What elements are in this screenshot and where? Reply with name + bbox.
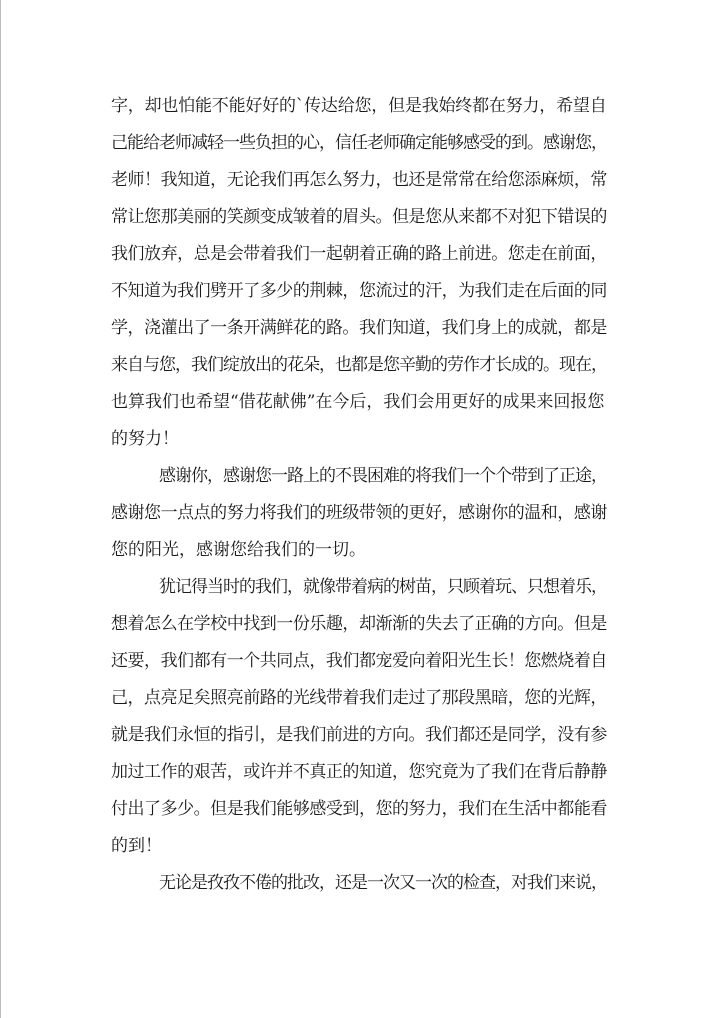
text-line: 来自与您，我们绽放出的花朵，也都是您辛勤的劳作才长成的。现在， bbox=[111, 355, 607, 375]
text-line: 付出了多少。但是我们能够感受到，您的努力，我们在生活中都能看 bbox=[111, 799, 607, 819]
text-line: 就是我们永恒的指引，是我们前进的方向。我们都还是同学，没有参 bbox=[111, 725, 607, 745]
text-line: 老师！我知道，无论我们再怎么努力，也还是常常在给您添麻烦，常 bbox=[111, 170, 607, 190]
text-line: 也算我们也希望“借花献佛”在今后，我们会用更好的成果来回报您 bbox=[111, 392, 605, 412]
page-left-border bbox=[0, 0, 1, 1018]
text-line: 感谢您一点点的努力将我们的班级带领的更好，感谢你的温和，感谢 bbox=[111, 503, 607, 523]
text-line: 还要，我们都有一个共同点，我们都宠爱向着阳光生长！您燃烧着自 bbox=[111, 651, 607, 671]
text-line: 字，却也怕能不能好好的`传达给您，但是我始终都在努力，希望自 bbox=[111, 96, 607, 116]
paragraph-p1 bbox=[111, 88, 607, 458]
text-line: 犹记得当时的我们，就像带着病的树苗，只顾着玩、只想着乐， bbox=[159, 577, 607, 597]
paragraph-p4 bbox=[111, 865, 607, 902]
text-line: 不知道为我们劈开了多少的荆棘，您流过的汗，为我们走在后面的同 bbox=[111, 281, 607, 301]
text-line: 我们放弃，总是会带着我们一起朝着正确的路上前进。您走在前面， bbox=[111, 244, 607, 264]
text-line: 的到！ bbox=[111, 836, 162, 856]
text-line: 感谢你，感谢您一路上的不畏困难的将我们一个个带到了正途， bbox=[159, 466, 607, 486]
text-line: 您的阳光，感谢您给我们的一切。 bbox=[111, 540, 366, 560]
document-body bbox=[111, 88, 607, 902]
text-line: 无论是孜孜不倦的批改，还是一次又一次的检查，对我们来说， bbox=[159, 873, 607, 893]
text-line: 想着怎么在学校中找到一份乐趣，却渐渐的失去了正确的方向。但是 bbox=[111, 614, 607, 634]
text-line: 的努力！ bbox=[111, 429, 179, 449]
text-line: 己，点亮足矣照亮前路的光线带着我们走过了那段黑暗，您的光辉， bbox=[111, 688, 607, 708]
paragraph-p2 bbox=[111, 458, 607, 569]
paragraph-p3 bbox=[111, 569, 607, 865]
text-line: 常让您那美丽的笑颜变成皱着的眉头。但是您从来都不对犯下错误的 bbox=[111, 207, 607, 227]
text-line: 学，浇灌出了一条开满鲜花的路。我们知道，我们身上的成就，都是 bbox=[111, 318, 607, 338]
text-line: 己能给老师减轻一些负担的心，信任老师确定能够感受的到。感谢您， bbox=[111, 133, 607, 153]
text-line: 加过工作的艰苦，或许并不真正的知道，您究竟为了我们在背后静静 bbox=[111, 762, 607, 782]
